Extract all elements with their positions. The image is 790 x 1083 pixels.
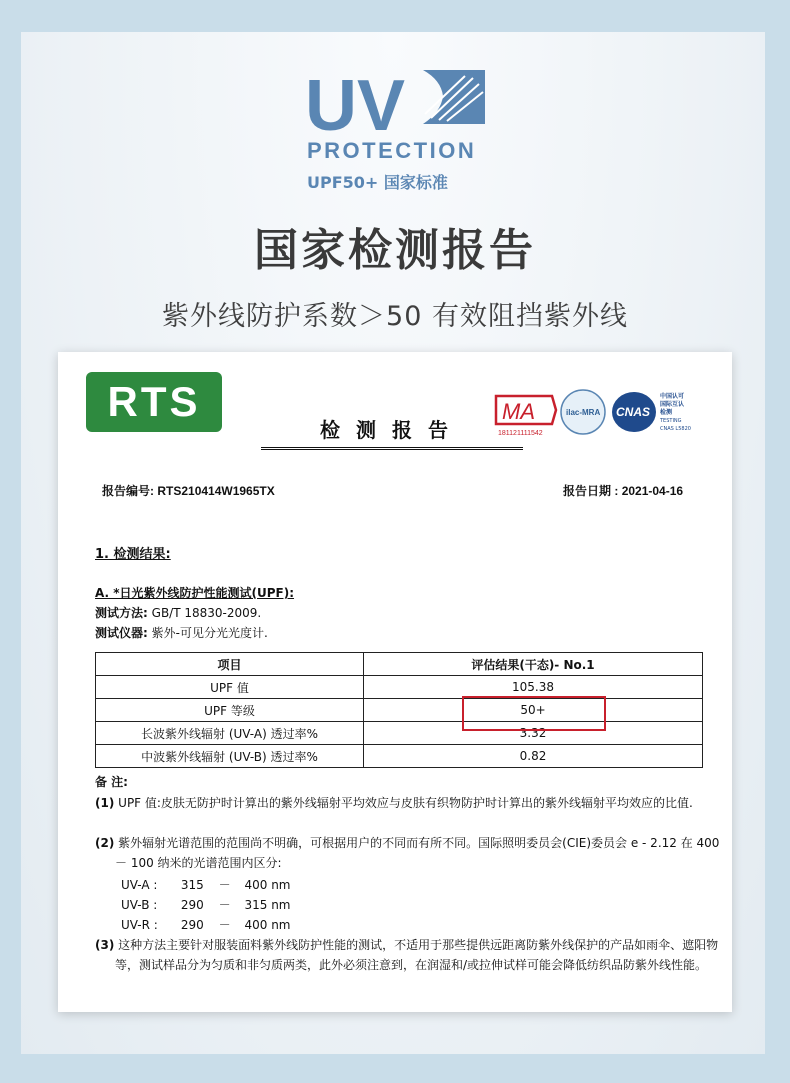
certification-logos <box>494 388 704 438</box>
report-date-label: 报告日期 : <box>563 484 619 498</box>
uv-sun-icon <box>423 70 485 124</box>
section-1-heading: 1. 检测结果: <box>95 547 171 562</box>
note-2-text: 紫外辐射光谱范围的范围尚不明确，可根据用户的不同而有所不同。国际照明委员会(CIE)委员会 e - 2.12 在 400 － 100 纳米的光谱范围内区分: <box>115 836 720 870</box>
cma-text: MA <box>502 399 535 424</box>
cnas-line-4: TESTING <box>660 418 682 424</box>
range-high: 400 nm <box>244 918 291 932</box>
test-instrument-value: 紫外-可见分光光度计. <box>151 626 268 640</box>
table-cell: UPF 等级 <box>96 699 364 722</box>
rts-logo: RTS <box>86 372 222 432</box>
table-header: 评估结果(干态)- No.1 <box>364 653 703 676</box>
results-table <box>95 652 703 768</box>
cnas-line-1: 中国认可 <box>660 393 685 400</box>
range-uvb <box>121 896 291 913</box>
cma-number: 181121111542 <box>498 430 543 437</box>
cnas-text: CNAS <box>616 405 651 419</box>
notes-heading: 备 注: <box>95 775 128 789</box>
table-cell: UPF 值 <box>96 676 364 699</box>
table-cell: 105.38 <box>364 676 703 699</box>
table-row <box>96 722 703 745</box>
logo-protection-text: PROTECTION <box>307 138 477 163</box>
note-1-text: UPF 值:皮肤无防护时计算出的紫外线辐射平均效应与皮肤有织物防护时计算出的紫外线辐射平均效应的比值. <box>118 796 693 810</box>
table-cell: 0.82 <box>364 745 703 768</box>
table-cell: 50+ <box>364 699 703 722</box>
range-low: 315 <box>180 878 204 892</box>
range-low: 290 <box>180 898 204 912</box>
uv-protection-logo <box>305 68 490 193</box>
test-method-value: GB/T 18830-2009. <box>151 606 262 620</box>
cnas-line-5: CNAS L5820 <box>660 426 691 432</box>
note-1 <box>95 793 725 813</box>
range-high: 315 nm <box>244 898 291 912</box>
table-cell: 中波紫外线辐射 (UV-B) 透过率% <box>96 745 364 768</box>
upf-grade-highlight-box <box>462 696 606 731</box>
note-2-number: (2) <box>95 836 115 850</box>
range-dash: － <box>218 918 231 932</box>
table-row <box>96 699 703 722</box>
test-method-label: 测试方法: <box>95 606 148 620</box>
note-3-number: (3) <box>95 938 115 952</box>
report-date <box>563 482 683 499</box>
report-date-value: 2021-04-16 <box>621 484 684 498</box>
note-3-text: 这种方法主要针对服装面料紫外线防护性能的测试，不适用于那些提供远距离防紫外线保护的产品如雨伞、遮阳物等，测试样品分为匀质和非匀质两类，此外必须注意到，在润湿和/或拉伸试样可能会降低纺织品防紫外线性能。 <box>115 938 719 972</box>
range-uvr <box>121 916 291 933</box>
cnas-line-3: 检测 <box>660 409 673 416</box>
table-header: 项目 <box>96 653 364 676</box>
test-instrument <box>95 624 268 641</box>
table-cell: 长波紫外线辐射 (UV-A) 透过率% <box>96 722 364 745</box>
ilac-mra-logo <box>561 390 605 434</box>
table-row <box>96 745 703 768</box>
range-name: UV-B : <box>121 898 158 912</box>
report-title: 检测报告 <box>261 414 523 450</box>
range-dash: － <box>218 878 231 892</box>
logo-uv-text: UV <box>305 68 406 146</box>
cma-logo <box>496 396 556 437</box>
table-row <box>96 676 703 699</box>
report-number-value: RTS210414W1965TX <box>157 484 275 498</box>
logo-upf-text: UPF50+ 国家标准 <box>307 173 448 192</box>
report-number-label: 报告编号: <box>102 484 154 498</box>
ilac-text: ilac-MRA <box>566 408 601 417</box>
report-document <box>58 352 732 1012</box>
range-name: UV-A : <box>121 878 158 892</box>
range-uva <box>121 876 291 893</box>
cnas-line-2: 国际互认 <box>660 401 685 408</box>
range-name: UV-R : <box>121 918 158 932</box>
test-method <box>95 604 261 621</box>
main-title: 国家检测报告 <box>254 225 536 276</box>
note-2 <box>95 833 725 873</box>
test-instrument-label: 测试仪器: <box>95 626 148 640</box>
sub-title: 紫外线防护系数＞50 有效阻挡紫外线 <box>162 301 628 332</box>
range-high: 400 nm <box>244 878 291 892</box>
range-low: 290 <box>180 918 204 932</box>
table-header-row <box>96 653 703 676</box>
note-1-number: (1) <box>95 796 115 810</box>
report-number <box>102 482 275 499</box>
section-a-heading: A. *日光紫外线防护性能测试(UPF): <box>95 586 295 600</box>
cnas-logo <box>612 392 691 432</box>
table-cell: 3.32 <box>364 722 703 745</box>
note-3 <box>95 935 725 975</box>
range-dash: － <box>218 898 231 912</box>
